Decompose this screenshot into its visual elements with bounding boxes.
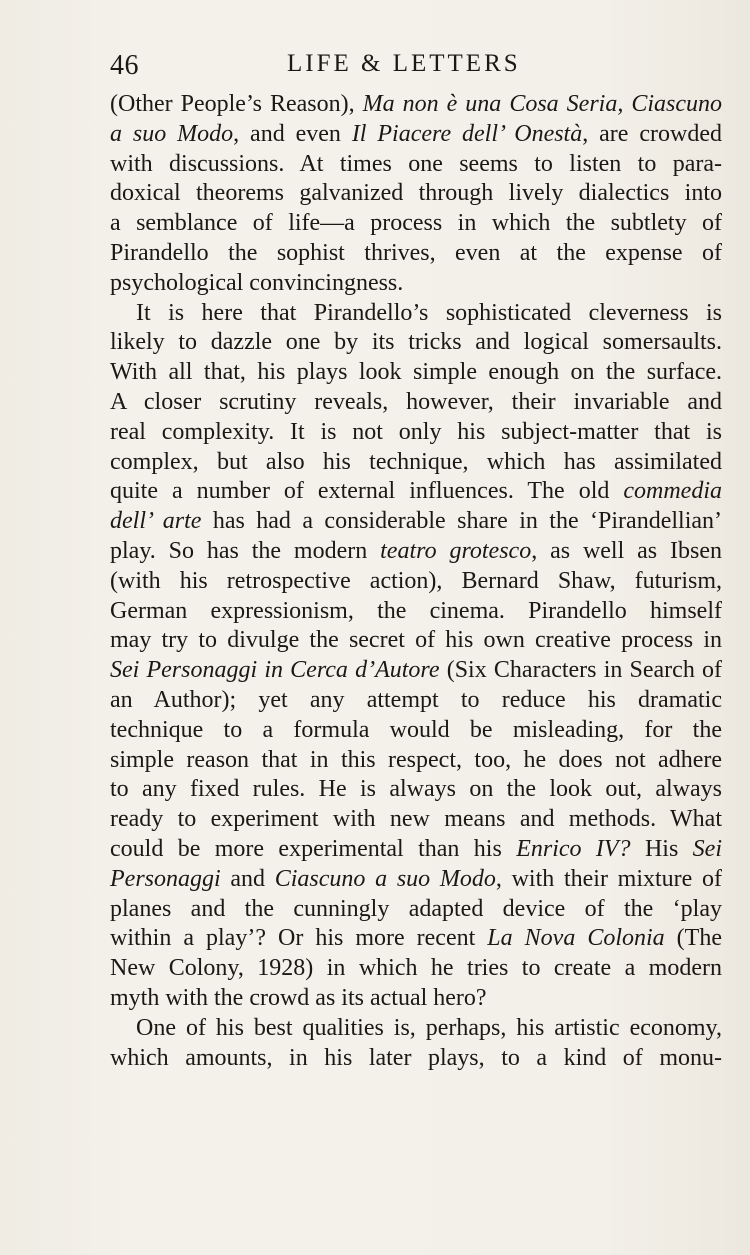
text-line [110, 507, 722, 537]
text-run: , as well as Ibsen [531, 537, 722, 564]
text-run: One of his best qualities is, perhaps, his artistic economy, [136, 1014, 722, 1041]
text-line [110, 328, 722, 358]
text-run: (with his retrospective action), Bernard Shaw, futurism, [110, 567, 722, 594]
italic-title: teatro grotesco [380, 537, 532, 564]
text-line [110, 448, 722, 478]
text-run: (Six Characters in Search of [439, 657, 722, 684]
text-run: quite a number of external influences. The old [110, 478, 624, 505]
text-run: and [220, 865, 275, 892]
text-run: real complexity. It is not only his subject-matter that is [110, 418, 722, 445]
italic-title: Enrico IV? [516, 835, 631, 862]
body-text [110, 90, 722, 1073]
italic-title: commedia [623, 478, 722, 505]
text-run: A closer scrutiny reveals, however, their invariable and [110, 388, 722, 415]
text-run: to any fixed rules. He is always on the look out, always [110, 776, 722, 803]
text-run: (The [664, 925, 722, 952]
running-title: LIFE & LETTERS [287, 50, 521, 77]
text-line [110, 716, 722, 746]
text-run: (Other People’s Reason), [110, 91, 363, 117]
text-line [110, 120, 722, 150]
text-run: play. So has the modern [110, 537, 381, 564]
italic-title: Sei [692, 835, 722, 862]
text-line [110, 388, 722, 418]
italic-title: Il Piacere dell’ Onestà [351, 120, 583, 147]
italic-title: a suo Modo [110, 120, 234, 147]
text-run: psychological convincingness. [110, 269, 404, 296]
text-line [110, 924, 722, 954]
page-header [110, 46, 718, 86]
text-line [110, 299, 722, 329]
text-line [110, 984, 722, 1014]
text-run: has had a considerable share in the ‘Pirandellian’ [201, 508, 723, 535]
text-run: within a play’? Or his more recent [110, 925, 488, 952]
text-run: German expressionism, the cinema. Pirandello himself [110, 597, 722, 624]
text-run: complex, but also his technique, which has assimilated [110, 448, 722, 475]
text-run: which amounts, in his later plays, to a kind of monu- [110, 1044, 722, 1071]
text-line [110, 865, 722, 895]
text-run: planes and the cunningly adapted device of the ‘play [110, 895, 722, 922]
text-line [110, 895, 722, 925]
text-line [110, 1044, 722, 1074]
text-line [110, 239, 722, 269]
text-line [110, 179, 722, 209]
text-run: could be more experimental than his [110, 835, 517, 862]
italic-title: La Nova Colonia [487, 925, 665, 952]
text-line [110, 656, 722, 686]
text-line [110, 1014, 722, 1044]
page-number: 46 [110, 50, 139, 81]
text-run: , and even [233, 120, 352, 147]
text-line [110, 686, 722, 716]
italic-title: Ciascuno a suo Modo [274, 865, 496, 892]
text-line [110, 805, 722, 835]
text-line [110, 954, 722, 984]
text-run: technique to a formula would be misleading, for the [110, 716, 722, 743]
text-line [110, 597, 722, 627]
text-line [110, 269, 722, 299]
italic-title: Ma non è una Cosa Seria, Ciascuno [362, 91, 723, 117]
text-run: ready to experiment with new means and methods. What [110, 806, 722, 833]
text-run: may try to divulge the secret of his own creative process in [110, 627, 722, 654]
italic-title: Personaggi [110, 865, 221, 892]
text-line [110, 358, 722, 388]
text-run: with discussions. At times one seems to listen to para- [110, 150, 722, 177]
text-line [110, 209, 722, 239]
text-run: myth with the crowd as its actual hero? [110, 984, 487, 1011]
text-run: likely to dazzle one by its tricks and logical somersaults. [110, 329, 722, 356]
text-line [110, 626, 722, 656]
italic-title: dell’ arte [110, 508, 202, 535]
text-run: New Colony, 1928) in which he tries to create a modern [110, 955, 722, 982]
text-line [110, 746, 722, 776]
text-run: doxical theorems galvanized through lively dialectics into [110, 180, 722, 207]
text-line [110, 477, 722, 507]
text-line [110, 775, 722, 805]
text-line [110, 835, 722, 865]
text-line [110, 418, 722, 448]
text-run: , with their mixture of [495, 865, 722, 892]
text-run: It is here that Pirandello’s sophisticated cleverness is [136, 299, 722, 326]
text-run: Pirandello the sophist thrives, even at the expense of [110, 239, 722, 266]
text-run: With all that, his plays look simple enough on the surface. [110, 359, 722, 386]
text-line [110, 567, 722, 597]
text-line [110, 90, 722, 120]
text-run: His [630, 835, 693, 862]
text-run: simple reason that in this respect, too, he does not adhere [110, 746, 722, 773]
text-line [110, 537, 722, 567]
text-run: an Author); yet any attempt to reduce his dramatic [110, 686, 722, 713]
text-run: , are crowded [582, 120, 722, 147]
italic-title: Sei Personaggi in Cerca d’Autore [110, 657, 440, 684]
text-run: a semblance of life—a process in which the subtlety of [110, 210, 722, 237]
text-line [110, 150, 722, 180]
